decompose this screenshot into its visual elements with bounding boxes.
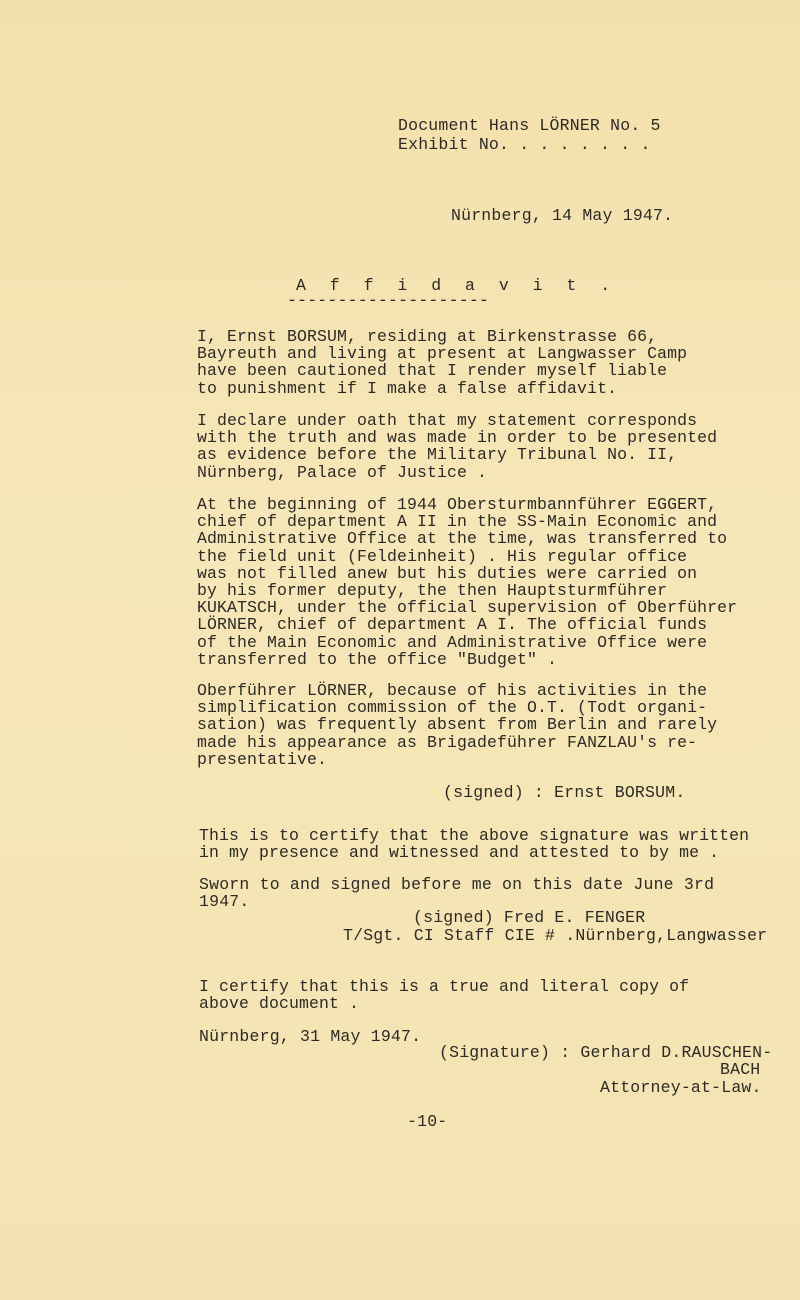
document-reference: Document Hans LÖRNER No. 5 xyxy=(398,116,661,135)
paragraph-oath: I declare under oath that my statement corresponds with the truth and was made in order to be presented as evidence before the Military Tribunal No. II, Nürnberg, Palace of Justice . xyxy=(197,411,718,482)
title-underline: -------------------- xyxy=(287,291,490,310)
sworn-year: 1947. xyxy=(199,892,250,911)
footer-place-date: Nürnberg, 31 May 1947. xyxy=(199,1027,422,1046)
sworn-line: Sworn to and signed before me on this date June 3rd xyxy=(199,875,715,894)
attorney-title: Attorney-at-Law. xyxy=(600,1078,762,1097)
paragraph-caution: I, Ernst BORSUM, residing at Birkenstrasse 66, Bayreuth and living at present at Langwasser Camp have been cautioned that I render myself liable to punishment if I make a false affidavit. xyxy=(197,327,688,398)
witness-signed: (signed) Fred E. FENGER xyxy=(413,908,646,927)
witness-title: T/Sgt. CI Staff CIE # .Nürnberg,Langwasser xyxy=(343,926,768,945)
header-place-date: Nürnberg, 14 May 1947. xyxy=(451,206,674,225)
paragraph-eggert: At the beginning of 1944 Obersturmbannführer EGGERT, chief of department A II in the SS-Main Economic and Administrative Office at the time, was transferred to the field unit (Feldeinheit) . His regular office was not filled anew but his duties were carried on by his former deputy, the then Hauptsturmführer KUKATSCH, under the official supervision of Oberführer LÖRNER, chief of department A I. The official funds of the Main Economic and Administrative Office were transferred to the office "Budget" . xyxy=(197,495,738,669)
certification-paragraph: This is to certify that the above signature was written in my presence and witnessed and attested to by me . xyxy=(199,826,750,863)
attorney-signature-continuation: BACH xyxy=(720,1060,761,1079)
document-title: A f f i d a v i t . xyxy=(296,276,618,295)
page-number: -10- xyxy=(407,1112,448,1131)
exhibit-number: Exhibit No. . . . . . . . xyxy=(398,135,651,154)
affiant-signature: (signed) : Ernst BORSUM. xyxy=(443,783,686,802)
attorney-signature-line: (Signature) : Gerhard D.RAUSCHEN- xyxy=(439,1043,773,1062)
copy-certification: I certify that this is a true and literal copy of above document . xyxy=(199,977,690,1014)
paragraph-lorner: Oberführer LÖRNER, because of his activities in the simplification commission of the O.T. (Todt organi- sation) was frequently absent from Berlin and rarely made his appearance as Brigadeführer FANZLAU's re- presentative. xyxy=(197,681,718,769)
